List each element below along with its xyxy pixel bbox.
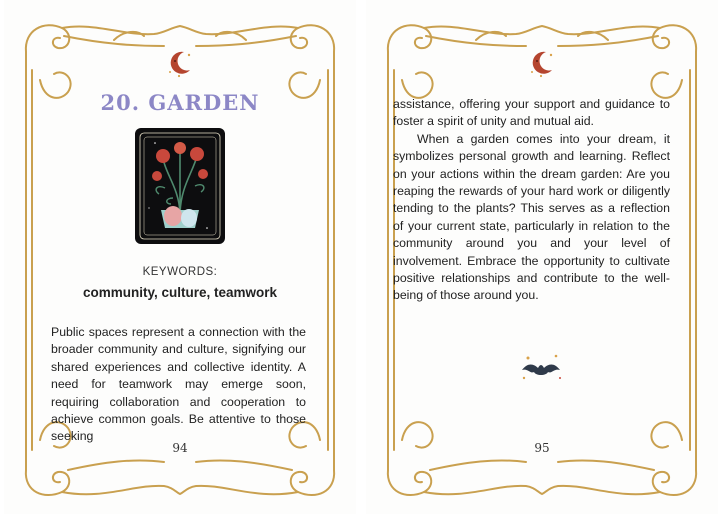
body-paragraph: Public spaces represent a connection with the broader community and culture, signifying our shared experiences and collective identity. A need for teamwork may emerge soon, requiring collaboration and cooperation to achieve common goals. Be attentive to those seeking [51, 325, 306, 444]
chapter-title: 20. GARDEN [100, 90, 260, 115]
body-text-column [393, 96, 670, 305]
keywords-list: community, culture, teamwork [82, 285, 278, 300]
right-page [366, 0, 718, 514]
tarot-card-garden-illustration [135, 128, 225, 244]
crescent-moon-icon [164, 48, 194, 78]
page-number: 94 [172, 441, 188, 455]
page-number: 95 [534, 441, 550, 455]
bat-icon [516, 350, 566, 382]
crescent-moon-icon [526, 48, 556, 78]
body-paragraph-continued: assistance, offering your support and guidance to foster a spirit of unity and mutual aid. [393, 97, 670, 129]
left-page [4, 0, 356, 514]
body-paragraph: When a garden comes into your dream, it symbolizes personal growth and learning. Reflect on your actions within the dream garden: Are you reaping the rewards of your hard work or diligently tending to the plants? This serves as a reflection of your current state, particularly in relation to the community around you and your level of involvement. Embrace the opportunity to cultivate positive relationships and contribute to the well-being of those around you. [393, 131, 670, 303]
keywords-label: KEYWORDS: [142, 266, 218, 278]
